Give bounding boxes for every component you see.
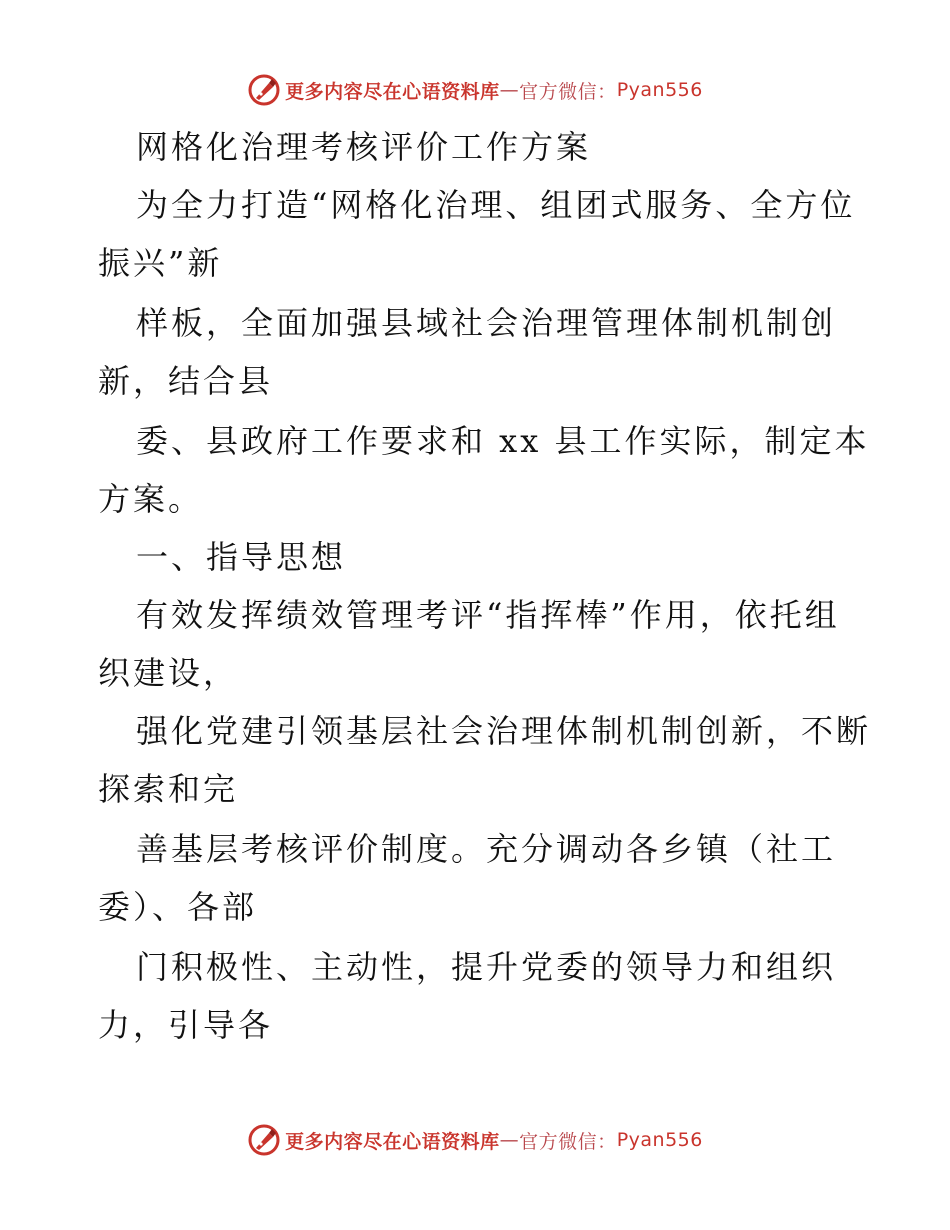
header-banner — [0, 70, 950, 110]
banner-separator: — — [499, 1129, 520, 1151]
paragraph-line: 委）、各部 — [98, 888, 258, 926]
paragraph-line: 善基层考核评价制度。充分调动各乡镇（社工 — [136, 830, 837, 868]
banner-wechat-label: 官方微信： — [519, 1130, 617, 1153]
paragraph-line: 力，引导各 — [98, 1006, 274, 1044]
document-title: 网格化治理考核评价工作方案 — [136, 128, 592, 166]
pen-nib-logo-icon — [247, 73, 281, 107]
paragraph-line: 探索和完 — [98, 770, 239, 808]
paragraph-line: 强化党建引领基层社会治理体制机制创新，不断 — [136, 712, 872, 750]
paragraph-line: 方案。 — [98, 480, 204, 518]
paragraph-line: 样板，全面加强县域社会治理管理体制机制创 — [136, 304, 837, 342]
banner-separator: — — [499, 79, 520, 101]
paragraph-line: 新，结合县 — [98, 362, 274, 400]
banner-main-text: 更多内容尽在心语资料库 — [285, 1130, 500, 1153]
paragraph-line: 振兴”新 — [98, 244, 223, 282]
footer-banner — [0, 1120, 950, 1160]
banner-wechat-id: Pyan556 — [616, 1129, 703, 1151]
banner-main-text: 更多内容尽在心语资料库 — [285, 80, 500, 103]
paragraph-line: 有效发挥绩效管理考评“指挥棒”作用，依托组 — [136, 596, 840, 634]
banner-wechat-label: 官方微信： — [519, 80, 617, 103]
paragraph-line: 门积极性、主动性，提升党委的领导力和组织 — [136, 948, 837, 986]
section-heading: 一、指导思想 — [136, 538, 347, 576]
paragraph-line: 为全力打造“网格化治理、组团式服务、全方位 — [136, 186, 856, 224]
paragraph-line: 委、县政府工作要求和 xx 县工作实际，制定本 — [136, 422, 870, 460]
pen-nib-logo-icon — [247, 1123, 281, 1157]
paragraph-line: 织建设， — [98, 654, 239, 692]
banner-wechat-id: Pyan556 — [616, 79, 703, 101]
